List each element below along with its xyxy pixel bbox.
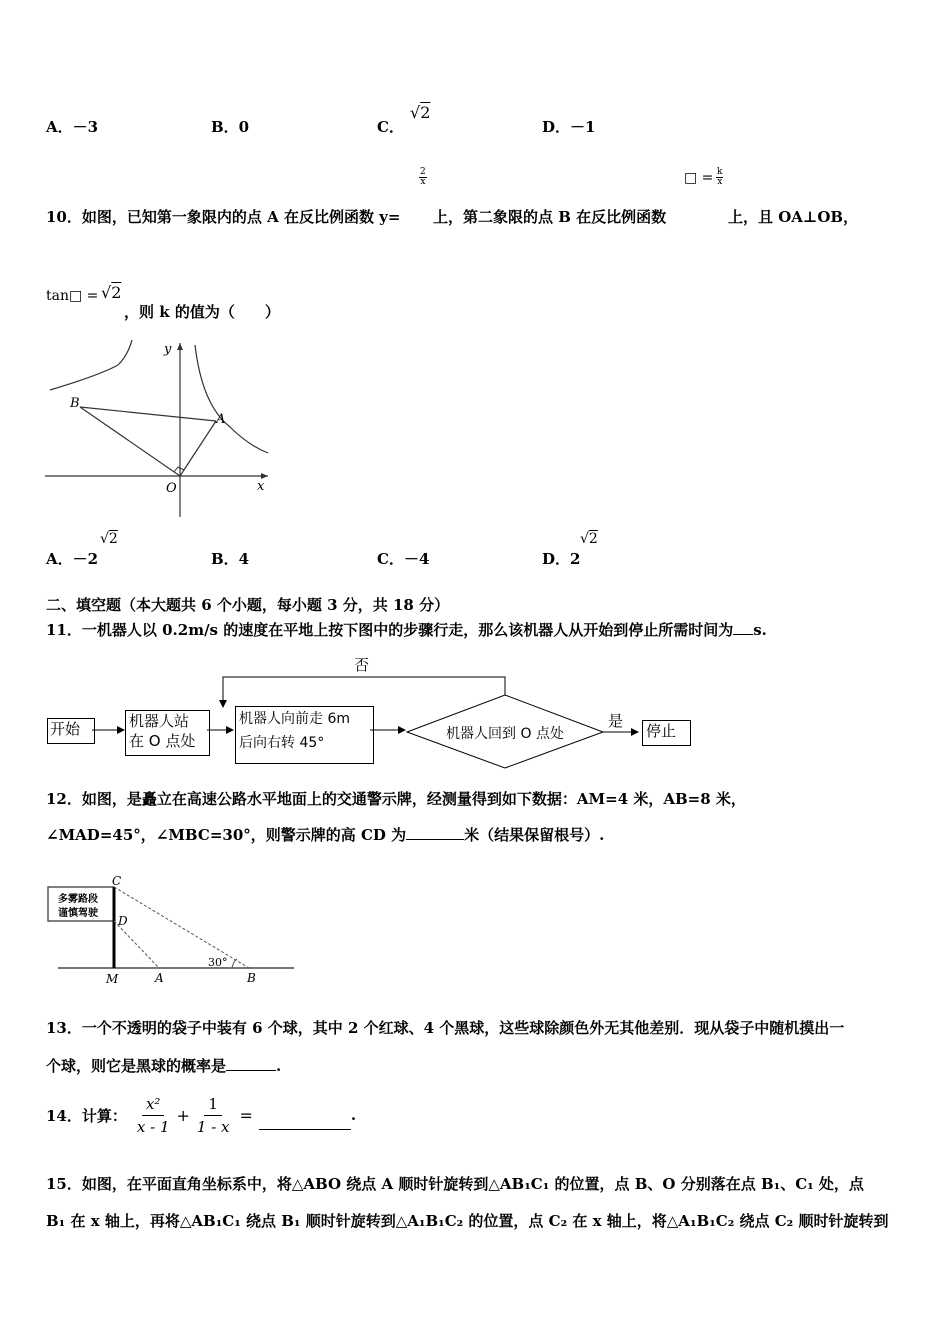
q10-label-a: A xyxy=(216,412,226,427)
q10-text-mid: 上，第二象限的点 B 在反比例函数 xyxy=(433,208,667,226)
q10-option-d-radicand: 2 xyxy=(588,531,598,547)
q11-label-yes: 是 xyxy=(608,712,624,730)
q11-stand-line2: 在 O 点处 xyxy=(129,732,196,750)
q10-frac2-num: k xyxy=(717,167,723,177)
q11-stand-line1: 机器人站 xyxy=(129,712,190,730)
q10-tan-sqrt: √2 xyxy=(101,283,122,302)
q12-label-b: B xyxy=(247,971,256,985)
q14-frac2-den: 1 - x xyxy=(196,1117,230,1136)
q10-option-d-sqrt: √2 xyxy=(580,531,598,547)
q14 xyxy=(46,1090,356,1140)
q11-stand-box xyxy=(125,710,210,756)
q12-sign-line1: 多雾路段 xyxy=(58,894,98,905)
q10-tan-label: tan□ = xyxy=(46,288,99,304)
q14-end: . xyxy=(350,1106,357,1124)
q10-frac1-den: x xyxy=(420,177,426,187)
q9-option-c-sqrt: √2 xyxy=(410,103,431,122)
q12-sign-line2: 谨慎驾驶 xyxy=(58,908,98,919)
q13-answer-blank[interactable] xyxy=(226,1056,276,1071)
q9-option-b: B．0 xyxy=(211,118,250,136)
q10-y-arrow xyxy=(177,343,183,350)
q10-frac-2-over-x xyxy=(419,168,427,187)
q10-label-y: y xyxy=(164,342,172,357)
q14-answer-blank[interactable] xyxy=(259,1115,351,1130)
q12-label-c: C xyxy=(112,874,122,888)
q11-start-box: 开始 xyxy=(47,718,95,744)
q10-segment-bo xyxy=(80,407,180,476)
q10-curve-second-quadrant xyxy=(50,340,132,390)
q10-label-o: O xyxy=(166,481,177,496)
q9-option-c-radicand: 2 xyxy=(420,103,431,122)
q12-line2 xyxy=(46,824,604,845)
q12-angle-label: 30° xyxy=(208,956,228,969)
q9-option-d: D．－1 xyxy=(542,118,596,136)
q13-line2-suffix: . xyxy=(276,1057,282,1075)
q11-text-suffix: s. xyxy=(753,621,767,639)
q14-plus: + xyxy=(176,1105,190,1125)
q10-question: ，则 k 的值为（ ） xyxy=(124,303,280,321)
q10-segment-ao xyxy=(180,421,216,476)
q12-label-m: M xyxy=(106,972,119,986)
q15-line2: B₁ 在 x 轴上，再将△AB₁C₁ 绕点 B₁ 顺时针旋转到△A₁B₁C₂ 的位置，点 C₂ 在 x 轴上，将△A₁B₁C₂ 绕点 C₂ 顺时针旋转到 xyxy=(46,1212,889,1230)
q10-tan-radicand: 2 xyxy=(111,283,122,302)
q12-dashed-da xyxy=(114,921,159,968)
q10-frac-k-lhs: □ = xyxy=(684,170,714,186)
q12-figure xyxy=(44,873,302,995)
q9-option-a: A．－3 xyxy=(46,118,99,136)
q14-equals: = xyxy=(239,1105,253,1125)
q11-loop-back-arrow xyxy=(223,677,505,707)
q14-frac1-num: x² xyxy=(142,1095,164,1116)
q10-option-b: B．4 xyxy=(211,550,250,568)
q10-segment-ba xyxy=(80,407,216,421)
q10-label-x: x xyxy=(257,479,265,494)
q10-option-a: A．－2 xyxy=(46,550,99,568)
q14-label: 14．计算： xyxy=(46,1106,127,1125)
q14-frac2-num: 1 xyxy=(204,1095,222,1116)
q10-figure xyxy=(40,335,280,525)
q10-option-a-sqrt: √2 xyxy=(100,531,118,547)
q12-answer-blank[interactable] xyxy=(406,825,464,840)
q11-label-no: 否 xyxy=(354,656,370,674)
q11-move-line1: 机器人向前走 6m xyxy=(239,711,350,727)
q9-option-c: C． xyxy=(377,118,404,136)
q12-line2-suffix: 米（结果保留根号）. xyxy=(464,826,605,844)
q14-frac1 xyxy=(133,1095,174,1136)
q10-text-suffix: 上，且 OA⊥OB， xyxy=(728,208,859,226)
q10-label-b: B xyxy=(70,396,80,411)
q11-move-box xyxy=(235,706,374,764)
q11-stop-box: 停止 xyxy=(642,720,691,746)
q14-frac1-den: x - 1 xyxy=(136,1117,170,1136)
q15-line1: 15．如图，在平面直角坐标系中，将△ABO 绕点 A 顺时针旋转到△AB₁C₁ 的位置，点 B、O 分别落在点 B₁、C₁ 处，点 xyxy=(46,1175,864,1193)
q11-decision-label: 机器人回到 O 点处 xyxy=(446,726,564,742)
q12-line1: 12．如图，是矗立在高速公路水平地面上的交通警示牌，经测量得到如下数据：AM=4 米，AB=8 米， xyxy=(46,790,746,808)
q10-frac1-num: 2 xyxy=(420,167,426,177)
q11-answer-blank[interactable] xyxy=(733,620,753,635)
q10-option-c: C．－4 xyxy=(377,550,430,568)
q12-line2-prefix: ∠MAD=45°，∠MBC=30°，则警示牌的高 CD 为 xyxy=(46,826,407,844)
q14-frac2 xyxy=(193,1095,234,1136)
q11-text xyxy=(46,619,767,640)
q10-frac2-den: x xyxy=(717,177,723,187)
q13-line2 xyxy=(46,1055,281,1076)
q11-text-prefix: 11．一机器人以 0.2m/s 的速度在平地上按下图中的步骤行走，那么该机器人从开始到停止所需时间为 xyxy=(46,621,734,639)
q10-option-d: D．2 xyxy=(542,550,581,568)
q12-dashed-cb xyxy=(114,887,249,968)
q10-text-prefix: 10．如图，已知第一象限内的点 A 在反比例函数 y= xyxy=(46,208,401,226)
section2-title: 二、填空题（本大题共 6 个小题，每小题 3 分，共 18 分） xyxy=(46,596,450,614)
q10-frac-k-over-x xyxy=(716,168,723,187)
q13-line2-prefix: 个球，则它是黑球的概率是 xyxy=(46,1057,227,1075)
q11-move-line2: 后向右转 45° xyxy=(239,735,325,751)
q12-label-a: A xyxy=(155,971,164,985)
q12-label-d: D xyxy=(118,914,128,928)
q10-option-a-radicand: 2 xyxy=(108,531,118,547)
q13-line1: 13．一个不透明的袋子中装有 6 个球，其中 2 个红球、4 个黑球，这些球除颜色外无其他差别．现从袋子中随机摸出一 xyxy=(46,1019,845,1037)
